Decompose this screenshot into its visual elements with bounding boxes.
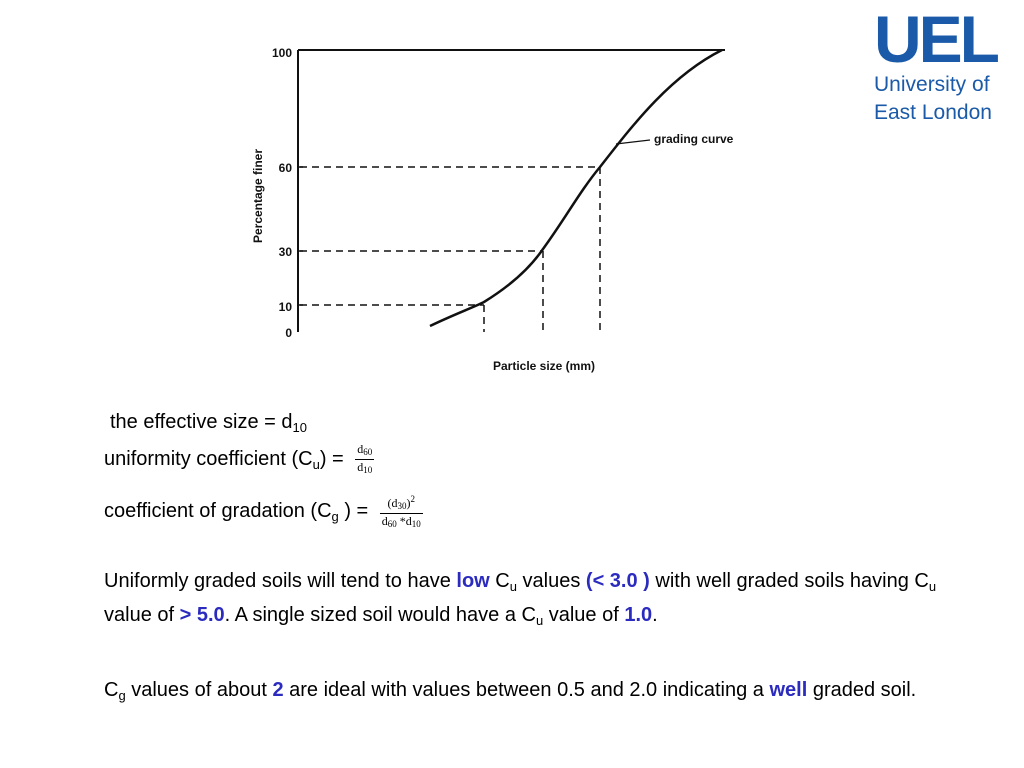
curve-annotation: grading curve: [654, 132, 734, 146]
logo-line-1: University of: [874, 73, 990, 96]
grading-curve-line: [430, 50, 722, 326]
p1-text-6: . A single sized soil would have a C: [224, 604, 536, 626]
gradation-suffix: ) =: [338, 499, 369, 522]
effective-size-text: the effective size = d: [110, 411, 293, 433]
x-axis-label: Particle size (mm): [492, 359, 596, 373]
num-close: ): [406, 496, 411, 510]
effective-size-sub: 10: [292, 420, 307, 435]
p2-text-3: are ideal with values between 0.5 and 2.0 indicating a: [283, 679, 770, 701]
cg-values-paragraph: [104, 676, 984, 710]
p2-text-4: graded soil.: [807, 679, 917, 701]
num-sup: 2: [410, 494, 416, 504]
uniformity-fraction: [355, 442, 374, 477]
p1-highlight-lt3: (< 3.0 ): [585, 570, 650, 592]
p1-highlight-gt5: > 5.0: [179, 604, 225, 626]
uniformity-numerator: [355, 442, 374, 460]
uniformity-coefficient-definition: [104, 442, 374, 477]
gradation-coefficient-definition: [104, 492, 423, 531]
den-sub: 10: [363, 465, 373, 475]
den-a-sub: 60: [387, 519, 397, 529]
p1-text-7: value of: [543, 604, 625, 626]
uniformity-text: uniformity coefficient (C: [104, 447, 313, 470]
p1-sub-1: u: [509, 579, 517, 594]
p1-sub-3: u: [535, 613, 544, 628]
p1-text-8: .: [652, 604, 658, 626]
y-tick-60: 60: [278, 161, 292, 175]
den-a: d: [381, 514, 388, 528]
gradation-fraction: [380, 492, 423, 531]
y-tick-10: 10: [278, 300, 292, 314]
p1-text-4: with well graded soils having C: [649, 570, 929, 592]
p2-text-1: C: [104, 679, 119, 701]
gradation-denominator: [380, 514, 423, 531]
num-sub: 60: [363, 447, 373, 457]
gradation-text: coefficient of gradation (C: [104, 499, 332, 522]
gradation-sub: g: [331, 508, 339, 524]
logo-wordmark: UEL: [874, 2, 997, 76]
y-tick-30: 30: [278, 245, 292, 259]
den-op: *d: [396, 514, 412, 528]
grading-curve-chart: [240, 36, 760, 381]
p1-text-2: C: [489, 570, 510, 592]
num-sub: 30: [397, 501, 407, 511]
num-base: d: [357, 442, 364, 456]
p1-highlight-1: 1.0: [624, 604, 653, 626]
effective-size-definition: [110, 410, 307, 440]
p2-sub-1: g: [118, 688, 126, 703]
p1-highlight-low: low: [456, 570, 490, 592]
p2-highlight-2: 2: [272, 679, 284, 701]
den-base: d: [357, 460, 364, 474]
gradation-numerator: [380, 492, 423, 514]
p1-text-1: Uniformly graded soils will tend to have: [104, 570, 457, 592]
y-tick-0: 0: [285, 326, 292, 340]
p2-highlight-well: well: [769, 679, 808, 701]
uel-logo: [874, 2, 1019, 124]
uniform-graded-paragraph: [104, 567, 984, 635]
p2-text-2: values of about: [125, 679, 273, 701]
p1-text-5: value of: [104, 604, 180, 626]
uniformity-denominator: [355, 460, 374, 477]
uniformity-suffix: ) =: [319, 447, 344, 470]
y-axis-label: Percentage finer: [251, 148, 265, 244]
uniformity-sub: u: [312, 456, 320, 472]
y-tick-100: 100: [271, 46, 292, 60]
p1-text-3: values: [516, 570, 586, 592]
num-open: (d: [387, 496, 398, 510]
den-b-sub: 10: [411, 519, 421, 529]
logo-line-2: East London: [874, 101, 992, 124]
p1-sub-2: u: [928, 579, 937, 594]
